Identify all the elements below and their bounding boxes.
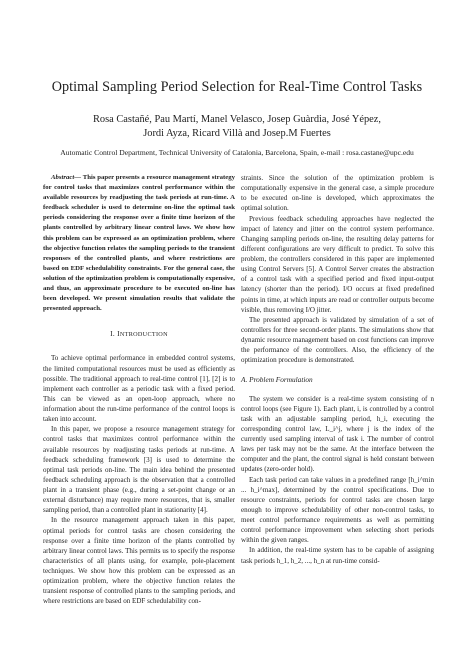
- section-heading-rest: NTRODUCTION: [119, 331, 168, 339]
- body-paragraph: Previous feedback scheduling approaches have neglected the impact of latency and jitter on the control system performance. Changing sampling periods on-line, the resulting delay patterns for different configurations are very difficult to predict. To solve this problem, the controllers considered in this paper are implemented using Control Servers [5]. A Control Server creates the abstraction of a control task with a specified period and fixed input-output latency (shorter than the period). I/O occurs at fixed predefined points in time, at which inputs are read or controller outputs become visible, thus removing I/O jitter.: [241, 214, 434, 314]
- abstract: [43, 173, 235, 314]
- continued-paragraph: straints. Since the solution of the optimization problem is computationally expensive in the general case, a simple procedure to be executed on-line is developed, which approximates the optimal solution.: [241, 174, 434, 213]
- abstract-text: This paper presents a resource management strategy for control tasks that maximizes control performance within the available resources by readjusting the task periods at run-time. A feedback scheduler is used to determine on-line the optimal task periods considering the response over a finite time horizon of the plants controlled by arbitrary linear control laws. We show how this problem can be expressed as an optimization problem, where the objective function relates the sampling periods to the transient responses of the controlled plants, and where restrictions are based on EDF schedulability constraints. For the general case, the solution of the optimization problem is computationally expensive, and thus, an approximate procedure to be executed on-line has been developed. We present simulation results that validate the presented approach.: [43, 174, 235, 313]
- right-column: [241, 173, 434, 566]
- subsection-paragraph: Each task period can take values in a predefined range [h_i^min ... h_i^max], determined by the control specifications. Due to resource constraints, periods for control tasks are chosen large enough to improve schedulability of other non-control tasks, to meet control performance requirements as well as permitting control performance improvement when selecting short periods within the given ranges.: [241, 475, 434, 545]
- section-heading-introduction: [43, 329, 235, 340]
- abstract-paragraph: [43, 173, 235, 314]
- authors-line-1: Rosa Castañé, Pau Martí, Manel Velasco, Josep Guàrdia, José Yépez,: [93, 114, 381, 125]
- left-column: [43, 173, 235, 607]
- subsection-paragraph: In addition, the real-time system has to be capable of assigning task periods h_1, h_2, ..., h_n at run-time consid-: [241, 546, 434, 565]
- affiliation: Automatic Control Department, Technical University of Catalonia, Barcelona, Spain, e-mail : rosa.castane@upc.edu: [60, 148, 414, 157]
- intro-paragraph: In this paper, we propose a resource management strategy for control tasks that maximizes control performance within the available resources by readjusting tasks periods at run-time. A feedback scheduling framework [3] is used to determine the optimal task periods on-line. The main idea behind the presented feedback scheduling approach is the observation that a controlled plant in a transient phase (e.g., during a set-point change or an external disturbance) may require more resources, that is, smaller sampling period, than a controlled plant in stationarity [4].: [43, 425, 235, 515]
- intro-paragraph: To achieve optimal performance in embedded control systems, the limited computational resources must be used as efficiently as possible. The traditional approach to real-time control [1], [2] is to implement each controller as a periodic task with a fixed period. This can be viewed as an open-loop approach, where no information about the run-time performance of the control loops is taken into account.: [43, 354, 235, 424]
- abstract-label: Abstract: [51, 174, 75, 181]
- authors-line-2: Jordi Ayza, Ricard Villà and Josep.M Fuertes: [143, 127, 331, 139]
- section-heading-initial: I: [117, 329, 120, 339]
- body-paragraph: The presented approach is validated by simulation of a set of controllers for three second-order plants. The simulations show that dynamic resource management based on cost functions can improve the performance of the controllers. Also, the efficiency of the optimization procedure is demonstrated.: [241, 315, 434, 365]
- paper-title: Optimal Sampling Period Selection for Real-Time Control Tasks: [51, 79, 423, 95]
- author-list: [0, 113, 474, 140]
- abstract-dash: —: [74, 174, 83, 181]
- subsection-heading: A. Problem Formulation: [241, 375, 313, 385]
- subsection-paragraph: The system we consider is a real-time system consisting of n control loops (see Figure 1). Each plant, i, is controlled by a control task with an adjustable sampling period, h_i, executing the corresponding control law, L_i^j, where j is the index of the currently used sampling interval of task i. The number of control laws per task may not be the same. At the interface between the computer and the plant, the control signal is held constant between updates (zero-order hold).: [241, 394, 434, 474]
- section-number: I.: [110, 329, 118, 339]
- intro-paragraph: In the resource management approach taken in this paper, optimal periods for control tasks are chosen considering the response over a finite time horizon of the plants controlled by arbitrary linear control laws. This permits us to specify the response characteristics of all plants using, for example, pole-placement techniques. We show how this problem can be expressed as an optimization problem, where the objective function relates the transient response of controlled plants to the sampling periods, and where restrictions are based on EDF schedulability con-: [43, 516, 235, 606]
